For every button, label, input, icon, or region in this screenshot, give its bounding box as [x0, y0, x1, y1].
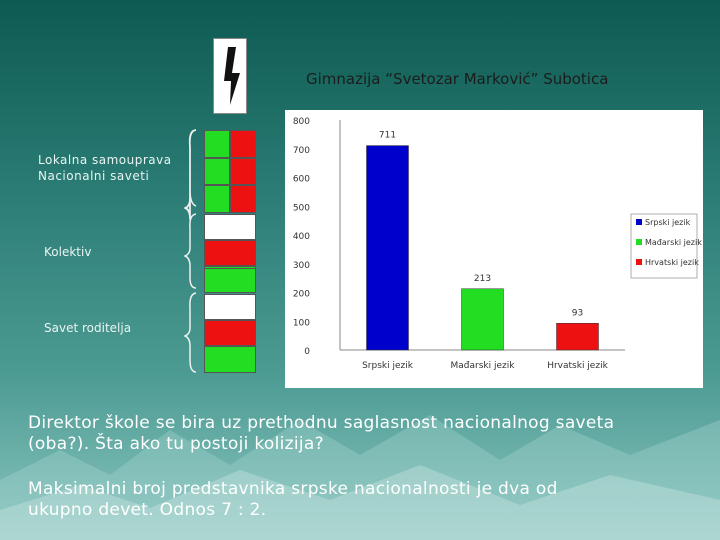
block-green [204, 130, 230, 158]
group-brackets [184, 128, 200, 376]
y-tick-label: 300 [292, 260, 310, 271]
bar [367, 146, 409, 350]
data-label: 711 [378, 130, 397, 141]
label-local-government: Lokalna samouprava [38, 153, 172, 167]
bar [557, 323, 599, 350]
block-red [230, 130, 256, 158]
paragraph-director [28, 413, 718, 455]
paragraph-director-line1: Direktor škole se bira uz prethodnu saglasnost nacionalnog saveta [28, 413, 615, 433]
block-white [204, 294, 256, 320]
block-green [204, 346, 256, 373]
y-tick-label: 600 [292, 174, 310, 185]
block-red [204, 320, 256, 346]
school-logo [213, 38, 247, 114]
paragraph-ratio-line2: ukupno devet. Odnos 7 : 2. [28, 500, 267, 520]
block-red [230, 158, 256, 185]
block-green [204, 268, 256, 293]
y-tick-label: 800 [292, 117, 310, 127]
data-label: 213 [473, 273, 492, 284]
y-tick-label: 400 [292, 232, 310, 242]
x-tick-label: Srpski jezik [362, 361, 413, 371]
legend-swatch [636, 219, 642, 225]
paragraph-director-line2: (oba?). Šta ako tu postoji kolizija? [28, 434, 324, 454]
data-label: 93 [571, 308, 584, 319]
block-red [230, 185, 256, 213]
block-green [204, 185, 230, 213]
page-title: Gimnazija “Svetozar Marković” Subotica [306, 70, 609, 88]
y-tick-label: 700 [292, 145, 310, 156]
legend-entry: Mađarski jezik [645, 238, 702, 247]
block-green [204, 158, 230, 185]
label-savet-roditelja: Savet roditelja [44, 321, 132, 335]
legend-entry: Hrvatski jezik [645, 258, 699, 267]
label-local-national [38, 152, 172, 184]
y-tick-label: 500 [292, 203, 310, 214]
bar-chart-svg [285, 110, 703, 388]
x-tick-label: Mađarski jezik [450, 361, 515, 371]
block-red [204, 240, 256, 266]
paragraph-ratio [28, 479, 718, 521]
x-tick-label: Hrvatski jezik [547, 361, 608, 371]
legend-entry: Srpski jezik [645, 218, 691, 227]
legend-swatch [636, 239, 642, 245]
bar-chart [285, 110, 703, 388]
label-national-councils: Nacionalni saveti [38, 169, 150, 183]
legend-swatch [636, 259, 642, 265]
label-kolektiv: Kolektiv [44, 245, 92, 259]
y-tick-label: 200 [292, 289, 310, 300]
y-tick-label: 100 [292, 318, 310, 329]
paragraph-ratio-line1: Maksimalni broj predstavnika srpske nacionalnosti je dva od [28, 479, 558, 499]
block-white [204, 214, 256, 240]
y-tick-label: 0 [304, 347, 310, 357]
bar [462, 289, 504, 350]
